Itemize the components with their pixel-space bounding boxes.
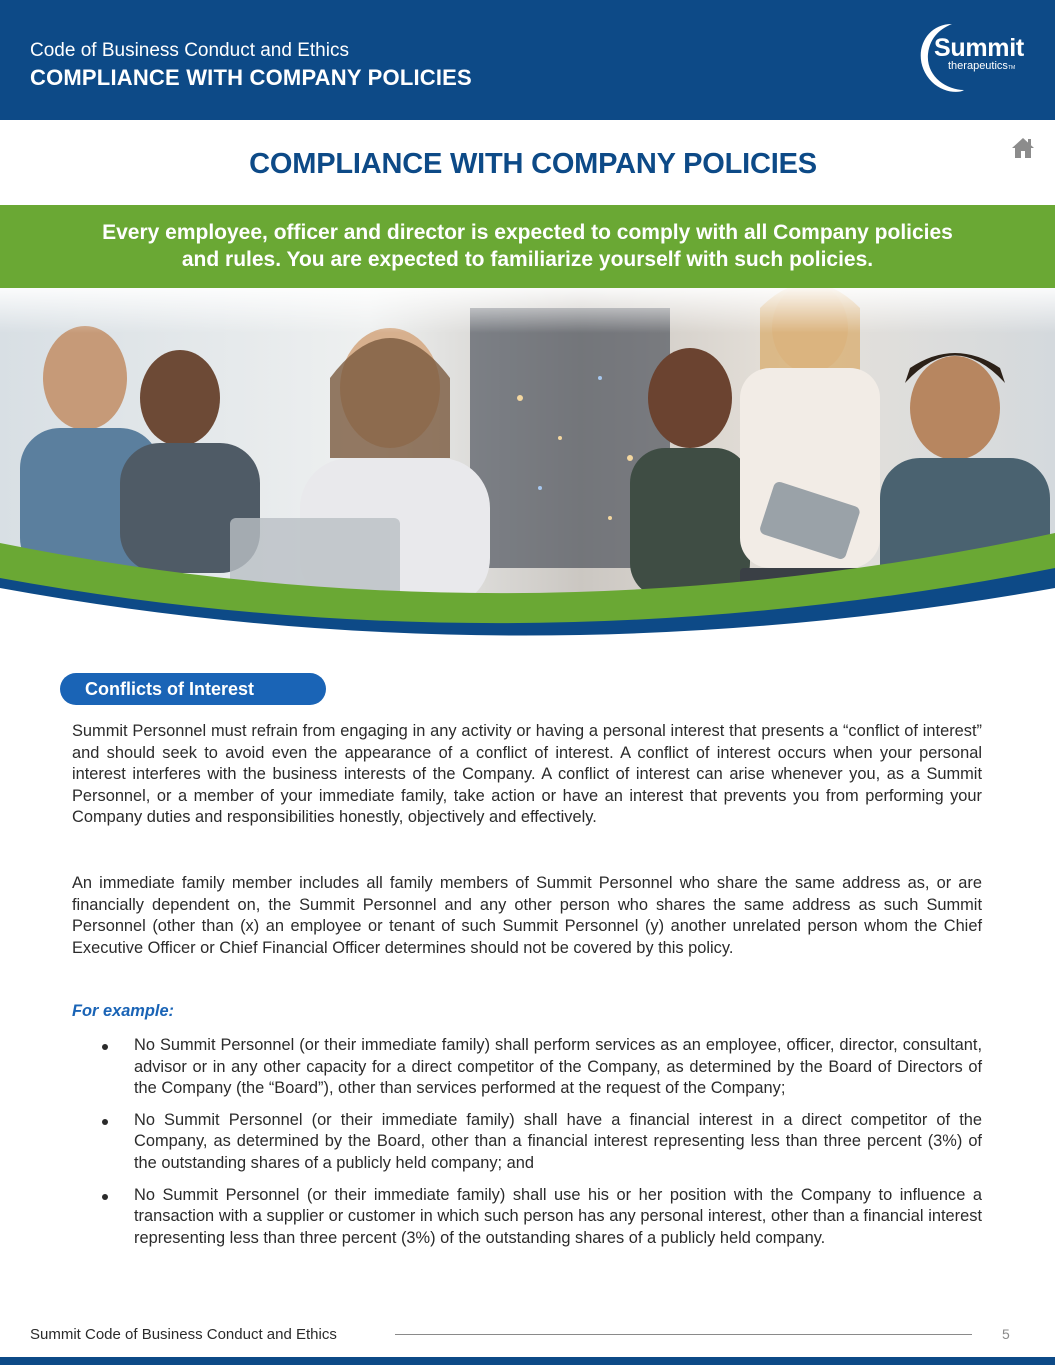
footer-bar [0,1357,1055,1365]
list-item-text: No Summit Personnel (or their immediate family) shall perform services as an employee, officer, director, consultant, advisor or in any other capacity for a direct competitor of the Company, as determined by the Board of Directors of the Company (the “Board”), other than services performed at the request of the Company; [134,1036,982,1098]
example-list [72,1035,982,1259]
bullet-dot-icon [102,1044,108,1050]
footer-text: Summit Code of Business Conduct and Ethics [30,1326,337,1343]
list-item [72,1110,982,1175]
list-item-text: No Summit Personnel (or their immediate family) shall use his or her position with the Company to influence a transaction with a supplier or customer in which such person has any personal interest, other than a financial interest representing less than three percent (3%) of the outstanding shares of a publicly held company. [134,1185,982,1247]
banner-line-1: Every employee, officer and director is expected to comply with all Company policies [102,221,953,244]
team-photo-illustration [0,288,1055,663]
footer-divider [395,1334,972,1335]
bullet-dot-icon [102,1119,108,1125]
team-photo [0,288,1055,663]
logo-word: Summit [934,34,1024,62]
logo-trademark: TM [1007,65,1016,71]
bullet-dot-icon [102,1194,108,1200]
page-header [0,0,1055,120]
list-item-text: No Summit Personnel (or their immediate family) shall have a financial interest in a direct competitor of the Company, as determined by the Board, other than a financial interest representing less than three percent (3%) of the outstanding shares of a publicly held company; and [134,1110,982,1172]
list-item [72,1185,982,1250]
paragraph-immediate-family: An immediate family member includes all family members of Summit Personnel who share the same address as, or are financially dependent on, the Summit Personnel and any other person who shares the same address as such Summit Personnel (other than (x) an employee or tenant of such Summit Personnel (y) another unrelated person whom the Chief Executive Officer or Chief Financial Officer determines should not be covered by this policy. [72,874,982,957]
banner-line-2: and rules. You are expected to familiarize yourself with such policies. [181,248,874,271]
summit-logo [912,20,1032,95]
header-subtitle: Code of Business Conduct and Ethics [30,40,349,61]
section-heading-conflicts: Conflicts of Interest [60,673,326,705]
logo-sub-label: therapeutics [948,60,1008,72]
page-title: COMPLIANCE WITH COMPANY POLICIES [249,148,817,180]
page-number: 5 [1002,1326,1010,1342]
list-item [72,1035,982,1100]
paragraph-conflict-definition: Summit Personnel must refrain from engaging in any activity or having a personal interest that presents a “conflict of interest” and should seek to avoid even the appearance of a conflict of interest. A conflict of interest occurs when your personal interest interferes with the business interests of the Company. A conflict of interest can arise whenever you, as a Summit Personnel, or a member of your immediate family, take action or have an interest that prevents you from performing your Company duties and responsibilities honestly, objectively and effectively. [72,722,982,827]
intro-banner [0,205,1055,288]
header-title: COMPLIANCE WITH COMPANY POLICIES [30,65,472,90]
logo-subtext [948,60,1015,72]
example-label: For example: [72,1002,175,1020]
